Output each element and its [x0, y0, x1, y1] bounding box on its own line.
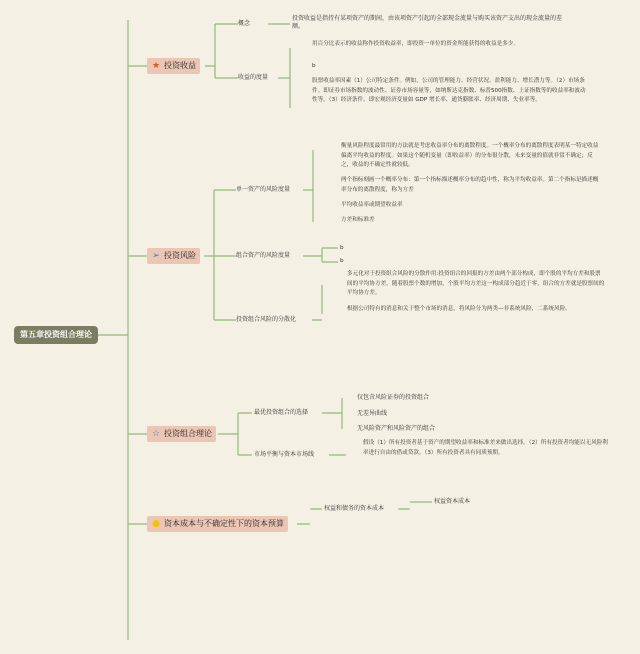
single-risk-item: 方差和标准差: [341, 217, 375, 223]
measure-label[interactable]: 收益的度量: [238, 74, 269, 81]
portfolio-risk-item: b: [340, 258, 344, 264]
optimal-portfolio-item: 仅包含风险证券的投资组合: [357, 394, 430, 401]
send-icon: ➢: [152, 251, 160, 261]
equity-debt-cost-label[interactable]: 权益和债务的资本成本: [324, 505, 385, 512]
concept-label[interactable]: 概念: [238, 20, 251, 27]
sun-icon: ●: [152, 519, 160, 529]
single-risk-item: 两个指标刻画一个概率分布：第一个指标描述概率分布的趋中性，称为平均收益率。第二个指标是描述概率分布的离散程度，称为方差: [341, 177, 599, 193]
branch-title: 投资收益: [164, 61, 196, 70]
optimal-portfolio-item: 无风险资产和风险资产的组合: [357, 425, 436, 432]
branch-capital-cost[interactable]: [147, 516, 288, 532]
diversification-item: 多元化对于投资组合风险的分散作用:投资组合的回报的方差由两个部分构成，即个股的平均方差和股票间的平均协方差，随着股票个数的增加，个股平均方差这一构成部分趋近于零，组合的方差就是股票间的平均协方差。: [347, 271, 605, 296]
portfolio-risk-item: b: [340, 245, 344, 251]
branch-invest-risk[interactable]: [147, 248, 200, 264]
star-outline-icon: ☆: [151, 429, 161, 439]
branch-title: 投资风险: [164, 251, 196, 260]
measure-item: 用百分比表示的收益称作投资收益率，即投资一单位的资金所能获得的收益是多少。: [312, 41, 519, 47]
diversification-item: 根据公司特有的消息和关于整个市场的消息，将风险分为两类—非系统风险，二系统风险。: [347, 306, 571, 312]
concept-text: 投资收益是指持有某项资产的期间，由该项资产引起的全部现金流量与购买该资产支出的现金流量的差额。: [292, 15, 563, 30]
measure-item: b: [312, 63, 316, 69]
optimal-portfolio-label[interactable]: 最优投资组合的选择: [254, 409, 309, 416]
equity-cost-label[interactable]: 权益资本成本: [434, 498, 471, 505]
capm-assumptions-text: 假设（1）所有投资者基于资产的期望收益率和标准差来做出选择。（2）所有投资者均能以无风险利率进行自由的借或贷款。（3）所有投资者具有同质预期。: [363, 440, 608, 456]
star-icon: ★: [151, 61, 161, 71]
diversification-label[interactable]: 投资组合风险的分散化: [236, 316, 297, 323]
measure-item: 股票收益率因素（1）公司特定条件。例如，公司的管理能力、经营状况、盈利能力、增长潜力等。（2）市场条件。即证券市场指数的波动性、证券市场容量等，如纳斯达克指数、标普500指数、上证指数等的收益率和波动性等。（3）经济条件。即宏观经济变量如 GDP 增长率、通货膨胀率、经济周期、失业率等。: [312, 78, 586, 103]
branch-invest-return[interactable]: [147, 58, 200, 74]
single-risk-item: 平均收益率或期望收益率: [341, 202, 403, 208]
optimal-portfolio-item: 无差异曲线: [357, 410, 388, 417]
root-topic[interactable]: 第五章投资组合理论: [14, 326, 98, 344]
branch-portfolio-theory[interactable]: [147, 426, 216, 442]
portfolio-risk-label[interactable]: 组合资产的风险度量: [236, 252, 291, 259]
single-asset-risk-label[interactable]: 单一资产的风险度量: [236, 186, 291, 193]
branch-title: 投资组合理论: [164, 429, 212, 438]
capital-market-line-label[interactable]: 市场平衡与资本市场线: [254, 451, 315, 458]
single-risk-item: 衡量风险程度最常用的方法就是考虑收益率分布的离散程度。一个概率分布的离散程度表明某一特定收益偏离平均收益的程度。如果这个随机变量（即收益率）的分布很分散，未来变量的值就非常不确定；反之，收益的不确定性就较低。: [341, 143, 599, 168]
branch-title: 资本成本与不确定性下的资本预算: [164, 519, 284, 528]
